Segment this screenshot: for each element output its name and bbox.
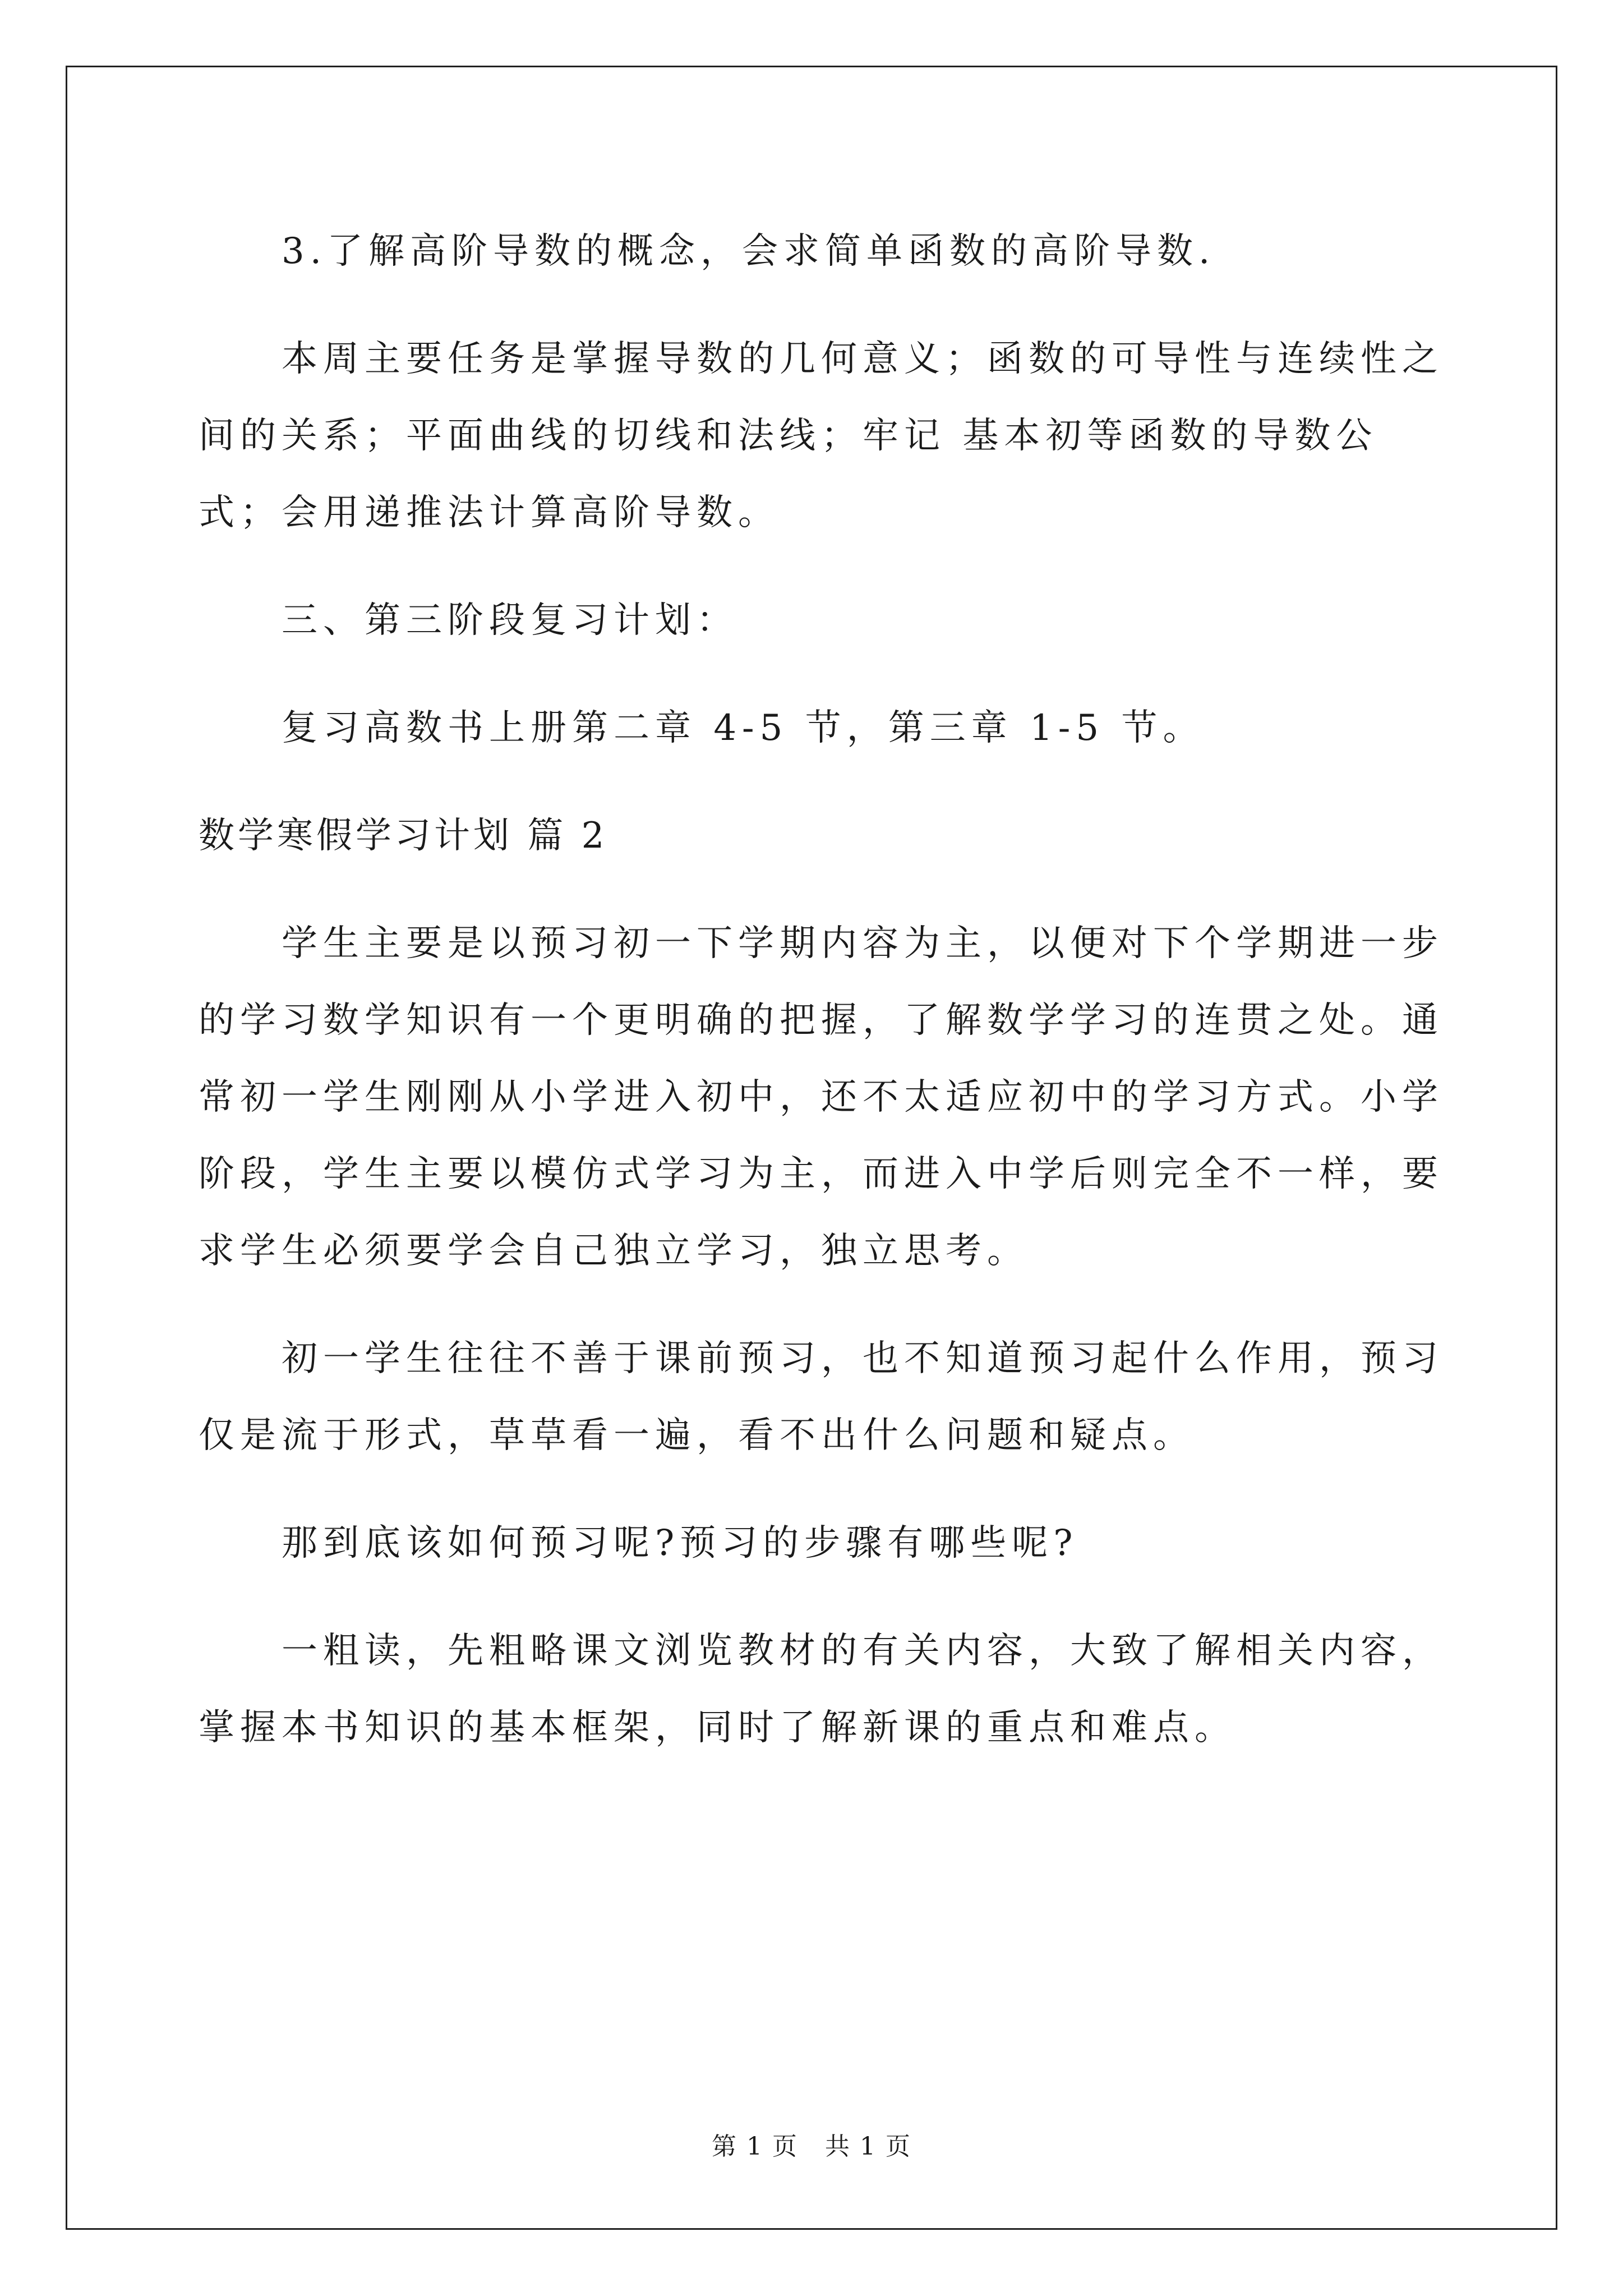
page-footer — [0, 2126, 1623, 2162]
paragraph: 3.了解高阶导数的概念，会求简单函数的高阶导数. — [282, 231, 1216, 272]
paragraph: 初一学生往往不善于课前预习，也不知道预习起什么作用，预习仅是流于形式，草草看一遍，看不出什么问题和疑点。 — [199, 1338, 1444, 1456]
paragraph: 一粗读，先粗略课文浏览教材的有关内容，大致了解相关内容，掌握本书知识的基本框架，同时了解新课的重点和难点。 — [199, 1630, 1444, 1749]
document-body — [199, 213, 1455, 1797]
page-total: 共 1 页 — [825, 2132, 911, 2161]
page-number: 第 1 页 — [712, 2132, 798, 2161]
paragraph: 那到底该如何预习呢?预习的步骤有哪些呢? — [282, 1522, 1078, 1564]
paragraph: 本周主要任务是掌握导数的几何意义；函数的可导性与连续性之间的关系；平面曲线的切线和法线；牢记 基本初等函数的导数公式；会用递推法计算高阶导数。 — [199, 338, 1444, 533]
paragraph: 三、第三阶段复习计划： — [282, 600, 738, 641]
paragraph: 学生主要是以预习初一下学期内容为主，以便对下个学期进一步的学习数学知识有一个更明确的把握，了解数学学习的连贯之处。通常初一学生刚刚从小学进入初中，还不太适应初中的学习方式。小学阶段，学生主要以模仿式学习为主，而进入中学后则完全不一样，要求学生必须要学会自己独立学习，独立思考。 — [199, 923, 1444, 1272]
paragraph: 复习高数书上册第二章 4-5 节，第三章 1-5 节。 — [282, 707, 1205, 749]
section-heading: 数学寒假学习计划 篇 2 — [199, 815, 608, 857]
